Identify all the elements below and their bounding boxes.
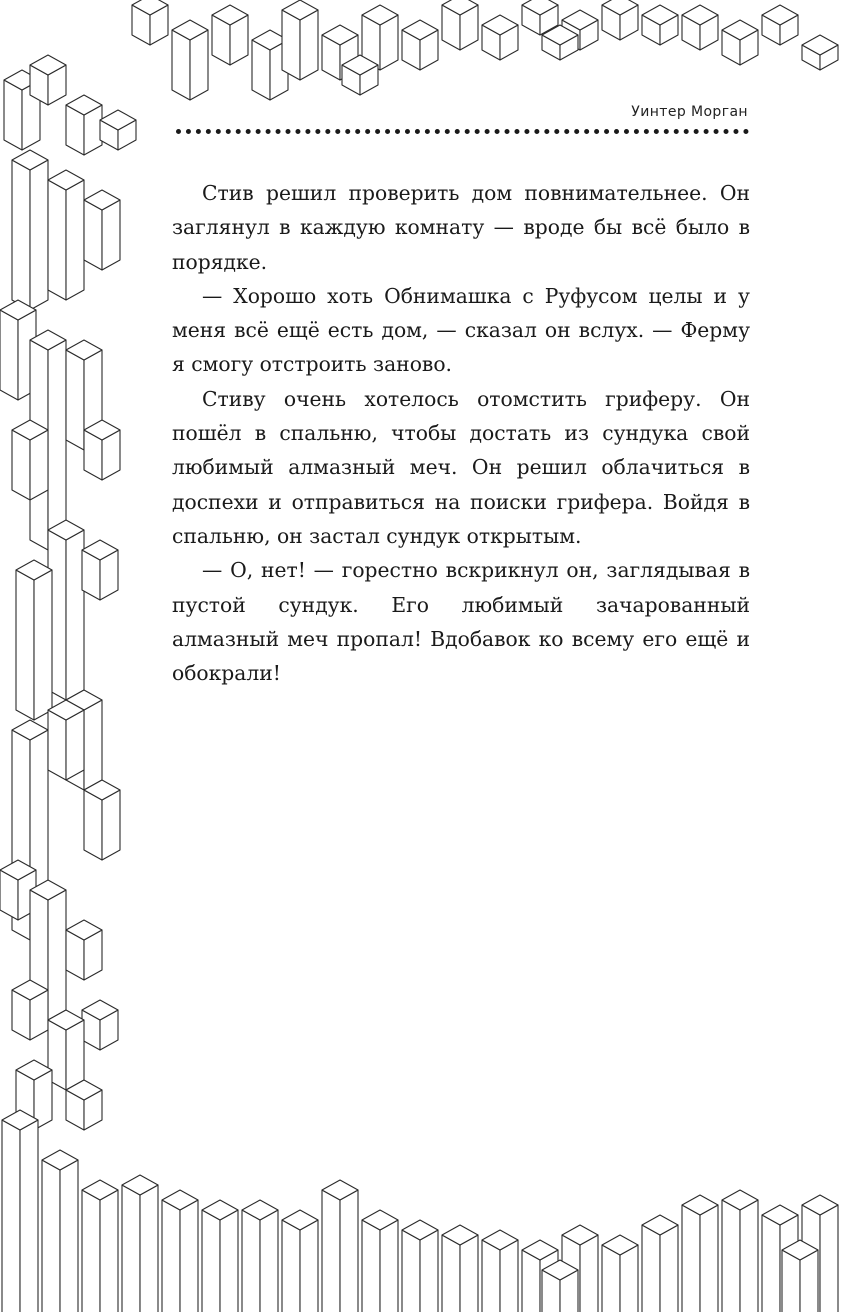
cube-face — [722, 1200, 740, 1312]
cube-face — [282, 10, 300, 80]
cube-face — [420, 1230, 438, 1312]
cube-face — [66, 530, 84, 700]
paragraph: Стив решил проверить дом повнимательнее. Он заглянул в каждую комнату — вроде бы всё было в порядке. — [172, 181, 750, 274]
cube-face — [42, 1160, 60, 1312]
cube-face — [102, 200, 120, 270]
cube-face — [202, 1210, 220, 1312]
cube-face — [140, 1185, 158, 1312]
cube-face — [66, 710, 84, 780]
cube-face — [34, 570, 52, 720]
dotted-rule — [176, 129, 749, 134]
cube-face — [60, 1160, 78, 1312]
cube-face — [442, 1235, 460, 1312]
cube-face — [740, 1200, 758, 1312]
cube-face — [362, 1220, 380, 1312]
cube-face — [122, 1185, 140, 1312]
cube-face — [2, 1120, 20, 1312]
cube-face — [322, 1190, 340, 1312]
cube-face — [782, 1250, 800, 1312]
cube-face — [642, 1225, 660, 1312]
cube-face — [260, 1210, 278, 1312]
cube-face — [66, 350, 84, 450]
cube-face — [84, 200, 102, 270]
cube-face — [660, 1225, 678, 1312]
cube-face — [66, 1020, 84, 1090]
cube-face — [700, 1205, 718, 1312]
cube-face — [500, 1240, 518, 1312]
paragraph: — О, нет! — горестно вскрикнул он, заглядывая в пустой сундук. Его любимый зачарованный алмазный меч пропал! Вдобавок ко всему его ещё и обокрали! — [172, 558, 750, 686]
cube-face — [282, 1220, 300, 1312]
cube-face — [762, 1215, 780, 1312]
cube-face — [522, 1250, 540, 1312]
cube-face — [162, 1200, 180, 1312]
cube-face — [300, 1220, 318, 1312]
cube-face — [242, 1210, 260, 1312]
cube-face — [48, 710, 66, 780]
cube-face — [402, 1230, 420, 1312]
cube-face — [20, 1120, 38, 1312]
paragraph: Стиву очень хотелось отомстить гриферу. Он пошёл в спальню, чтобы достать из сундука свой любимый алмазный меч. Он решил облачиться в доспехи и отправиться на поиски грифера. Войдя в спальню, он застал сундук открытым. — [172, 386, 750, 548]
cube-face — [66, 180, 84, 300]
cube-face — [682, 1205, 700, 1312]
cube-face — [172, 30, 190, 100]
cube-face — [30, 160, 48, 310]
cube-face — [4, 80, 22, 150]
cube-face — [82, 1190, 100, 1312]
cube-face — [48, 180, 66, 300]
cube-face — [16, 570, 34, 720]
cube-face — [300, 10, 318, 80]
cube-face — [30, 430, 48, 500]
cube-face — [84, 700, 102, 790]
cube-face — [48, 340, 66, 550]
cube-face — [580, 1235, 598, 1312]
cube-face — [180, 1200, 198, 1312]
cube-face — [190, 30, 208, 100]
paragraph: — Хорошо хоть Обнимашка с Руфусом целы и у меня всё ещё есть дом, — сказал он вслух. — Ферму я смогу отстроить заново. — [172, 283, 750, 377]
cube-face — [48, 890, 66, 1020]
cube-face — [380, 1220, 398, 1312]
cube-face — [12, 160, 30, 310]
cube-face — [800, 1250, 818, 1312]
cube-face — [482, 1240, 500, 1312]
cube-face — [460, 1235, 478, 1312]
cube-face — [820, 1205, 838, 1312]
cube-face — [602, 1245, 620, 1312]
cube-face — [12, 430, 30, 500]
cube-face — [340, 1190, 358, 1312]
cube-face — [84, 790, 102, 860]
cube-face — [620, 1245, 638, 1312]
cube-face — [102, 790, 120, 860]
cube-face — [0, 310, 18, 400]
cube-face — [100, 1190, 118, 1312]
running-header-author: Уинтер Морган — [631, 104, 748, 120]
body-text — [172, 176, 750, 690]
cube-face — [220, 1210, 238, 1312]
